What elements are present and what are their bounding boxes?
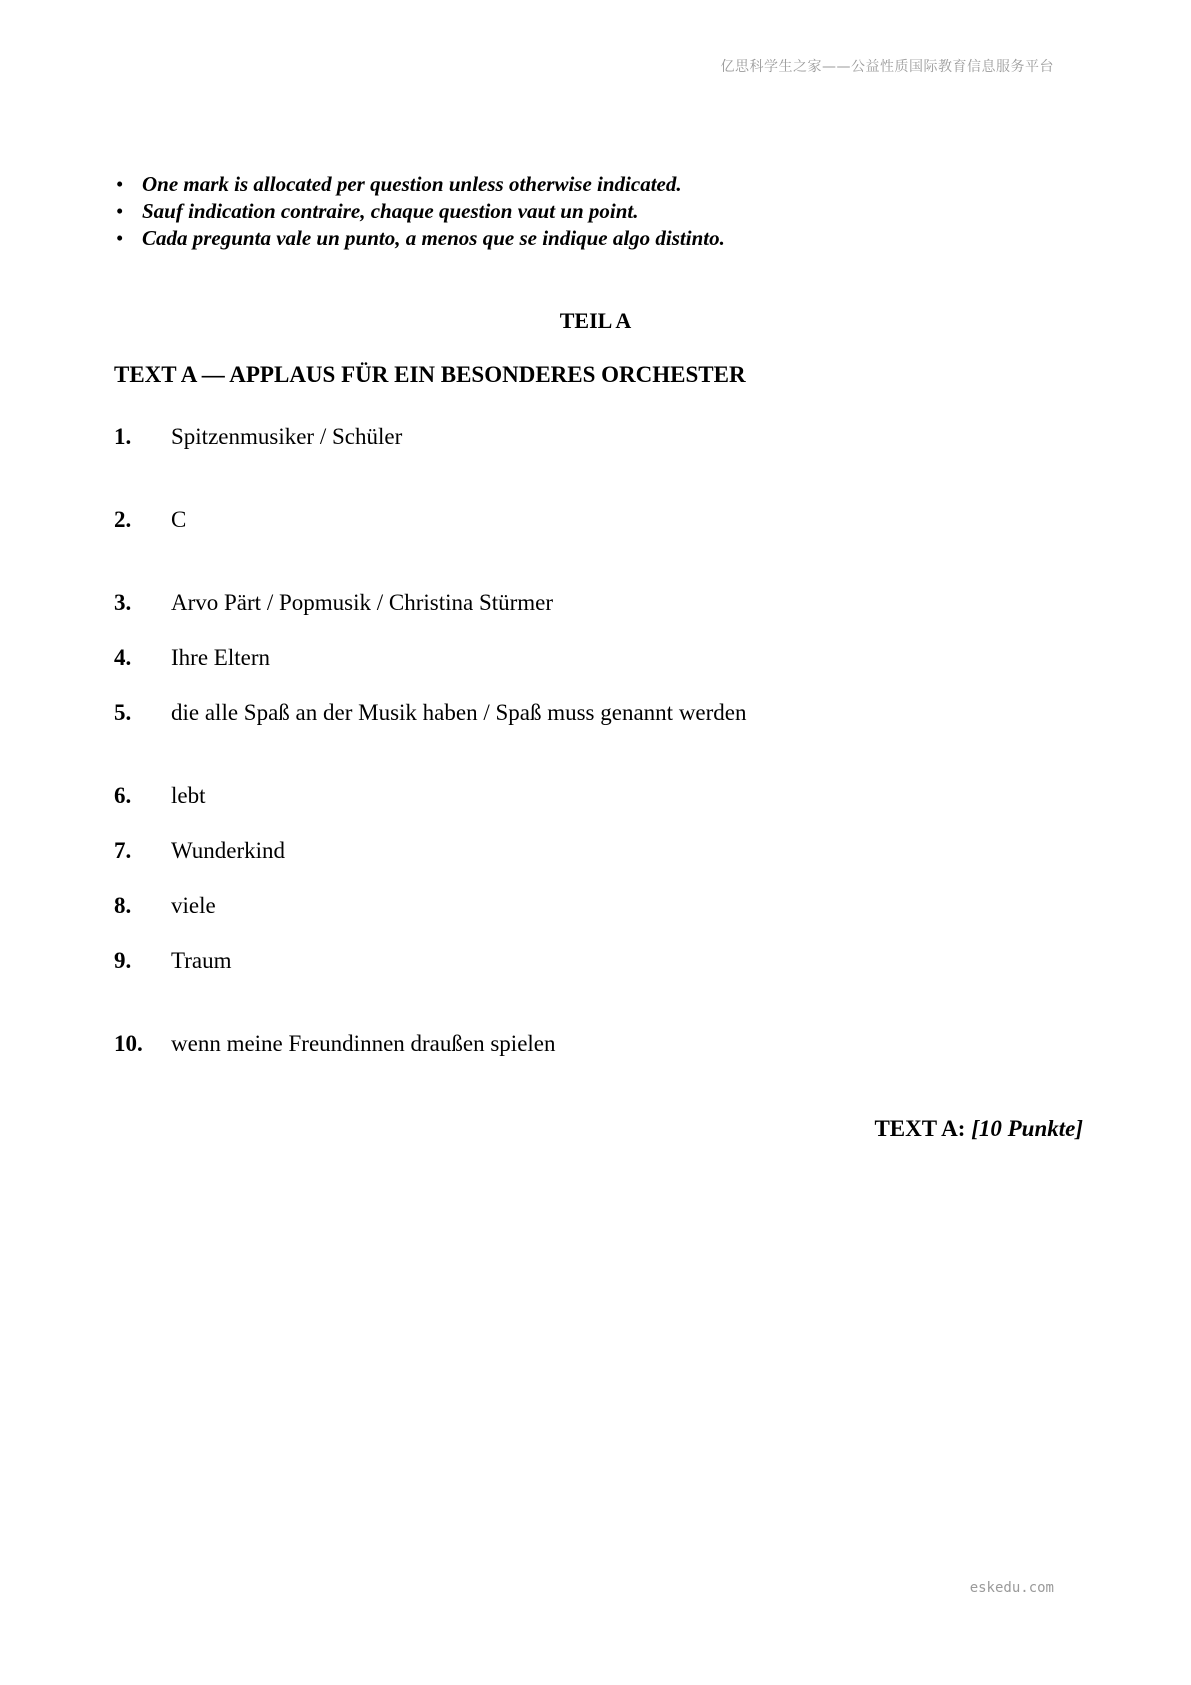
answer-text: Arvo Pärt / Popmusik / Christina Stürmer: [171, 590, 554, 615]
answer-row: [114, 699, 747, 727]
answer-number: 9.: [114, 948, 132, 973]
answer-row: [114, 947, 232, 975]
answer-row: [114, 644, 270, 672]
answer-row: [114, 423, 402, 451]
answer-number: 10.: [114, 1031, 143, 1056]
text-heading: TEXT A — APPLAUS FÜR EIN BESONDERES ORCHESTER: [114, 362, 746, 387]
footer-watermark: eskedu.com: [969, 1580, 1054, 1596]
answer-text: Ihre Eltern: [171, 645, 270, 670]
instruction-item: [114, 198, 725, 225]
bullet-icon: •: [116, 199, 124, 223]
header-watermark: 亿思科学生之家——公益性质国际教育信息服务平台: [720, 59, 1054, 75]
answer-number: 5.: [114, 700, 132, 725]
instruction-text: One mark is allocated per question unless otherwise indicated.: [142, 172, 682, 196]
instruction-text: Cada pregunta vale un punto, a menos que se indique algo distinto.: [142, 226, 725, 250]
instruction-text: Sauf indication contraire, chaque question vaut un point.: [142, 199, 639, 223]
section-total: [874, 1116, 1083, 1142]
instruction-item: [114, 171, 725, 198]
answer-text: Wunderkind: [171, 838, 286, 863]
answer-text: Spitzenmusiker / Schüler: [171, 424, 403, 449]
answer-number: 8.: [114, 893, 132, 918]
answer-row: [114, 782, 206, 810]
answer-number: 2.: [114, 507, 132, 532]
answer-text: Traum: [171, 948, 232, 973]
answer-number: 3.: [114, 590, 132, 615]
answer-text: wenn meine Freundinnen draußen spielen: [171, 1031, 556, 1056]
bullet-icon: •: [116, 226, 124, 250]
bullet-icon: •: [116, 172, 124, 196]
total-points: [10 Punkte]: [971, 1116, 1083, 1141]
answer-text: C: [171, 507, 187, 532]
answer-number: 7.: [114, 838, 132, 863]
answer-row: [114, 589, 553, 617]
marking-instructions: [114, 171, 725, 252]
instruction-item: [114, 225, 725, 252]
answer-row: [114, 837, 285, 865]
answer-text: die alle Spaß an der Musik haben / Spaß muss genannt werden: [171, 700, 747, 725]
answer-number: 6.: [114, 783, 132, 808]
answer-text: viele: [171, 893, 216, 918]
answer-row: [114, 506, 186, 534]
total-label: TEXT A:: [874, 1116, 966, 1141]
answer-text: lebt: [171, 783, 206, 808]
answer-row: [114, 1030, 556, 1058]
section-title: TEIL A: [559, 308, 632, 333]
answer-row: [114, 892, 216, 920]
answer-number: 1.: [114, 424, 132, 449]
answer-number: 4.: [114, 645, 132, 670]
